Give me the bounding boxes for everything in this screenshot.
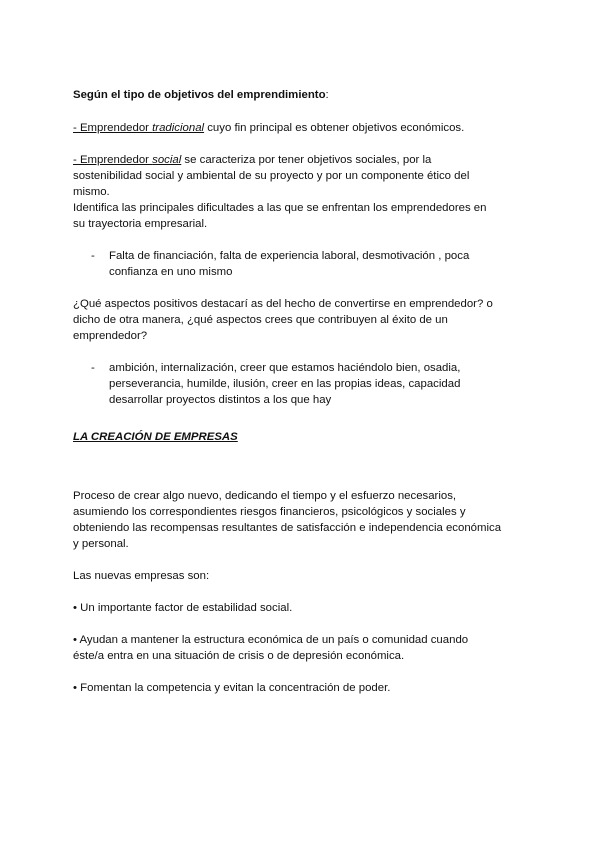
- answer-1-line-2: confianza en uno mismo: [109, 266, 233, 278]
- social-entrepreneur-line-3: mismo.: [73, 186, 110, 198]
- answer-1-line-1: Falta de financiación, falta de experiencia laboral, desmotivación , poca: [109, 250, 470, 262]
- question-2-line-2: dicho de otra manera, ¿qué aspectos crees que contribuyen al éxito de un: [73, 314, 448, 326]
- definition-line-3: obteniendo las recompensas resultantes de satisfacción e independencia económica: [73, 522, 502, 534]
- question-2-line-3: emprendedor?: [73, 330, 148, 342]
- social-word: social: [152, 154, 182, 166]
- bullet-item-2-line-1: • Ayudan a mantener la estructura económica de un país o comunidad cuando: [73, 634, 469, 646]
- question-1-line-2: su trayectoria empresarial.: [73, 218, 208, 230]
- traditional-entrepreneur-line: [73, 121, 464, 135]
- answer-1-dash: -: [91, 250, 95, 262]
- social-definition-start: se caracteriza por tener objetivos sociales, por la: [181, 154, 432, 166]
- answer-2-line-1: ambición, internalización, creer que estamos haciéndolo bien, osadia,: [109, 362, 461, 374]
- answer-2-line-2: perseverancia, humilde, ilusión, creer en las propias ideas, capacidad: [109, 378, 461, 390]
- section-heading: Según el tipo de objetivos del emprendimiento: [73, 89, 326, 101]
- answer-2-line-3: desarrollar proyectos distintos a los que hay: [109, 394, 332, 406]
- social-entrepreneur-line-1: [73, 153, 431, 167]
- bullet-item-3: • Fomentan la competencia y evitan la concentración de poder.: [73, 682, 391, 694]
- section-2-title: LA CREACIÓN DE EMPRESAS: [73, 431, 238, 443]
- bullet-item-2-line-2: éste/a entra en una situación de crisis o de depresión económica.: [73, 650, 405, 662]
- definition-line-2: asumiendo los correspondientes riesgos financieros, psicológicos y sociales y: [73, 506, 466, 518]
- new-companies-intro: Las nuevas empresas son:: [73, 570, 210, 582]
- traditional-prefix: - Emprendedor: [73, 122, 153, 134]
- definition-line-1: Proceso de crear algo nuevo, dedicando el tiempo y el esfuerzo necesarios,: [73, 490, 457, 502]
- bullet-item-1: • Un importante factor de estabilidad social.: [73, 602, 293, 614]
- section-heading-colon: :: [325, 89, 329, 101]
- question-1-line-1: Identifica las principales dificultades a las que se enfrentan los emprendedores en: [73, 202, 487, 214]
- section-heading-line: [73, 88, 329, 102]
- traditional-definition: cuyo fin principal es obtener objetivos económicos.: [204, 122, 465, 134]
- question-2-line-1: ¿Qué aspectos positivos destacarí as del hecho de convertirse en emprendedor? o: [73, 298, 493, 310]
- social-prefix: - Emprendedor: [73, 154, 153, 166]
- social-label: [73, 154, 181, 166]
- social-entrepreneur-line-2: sostenibilidad social y ambiental de su proyecto y por un componente ético del: [73, 170, 470, 182]
- definition-line-4: y personal.: [73, 538, 129, 550]
- traditional-label: [73, 122, 204, 134]
- answer-2-dash: -: [91, 362, 95, 374]
- traditional-word: tradicional: [152, 122, 205, 134]
